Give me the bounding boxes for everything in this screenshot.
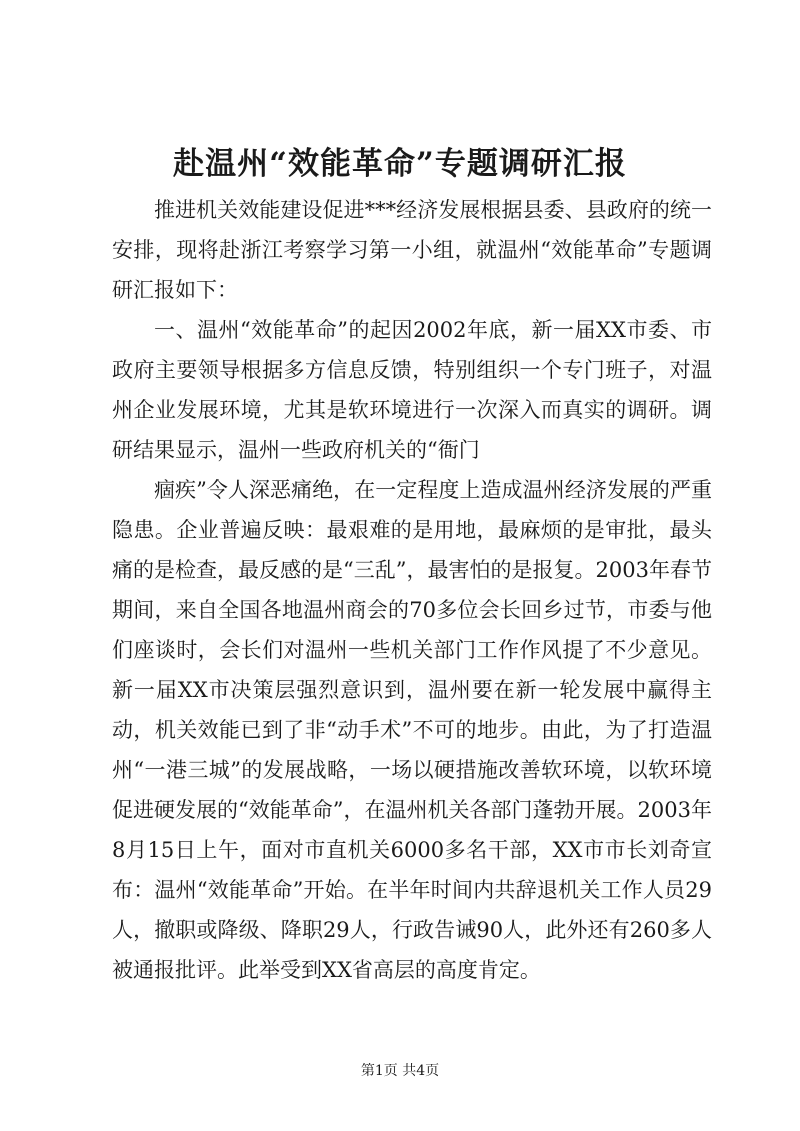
document-title: 赴温州“效能革命”专题调研汇报	[173, 146, 627, 182]
paragraph-intro: 推进机关效能建设促进***经济发展根据县委、县政府的统一安排，现将赴浙江考察学习第一小组，就温州“效能革命”专题调研汇报如下：	[112, 198, 712, 302]
paragraph-section-one: 一、温州“效能革命”的起因2002年底，新一届XX市委、市政府主要领导根据多方信息反馈，特别组织一个专门班子，对温州企业发展环境，尤其是软环境进行一次深入而真实的调研。调研结果显示，温州一些政府机关的“衙门	[112, 318, 712, 462]
document-body	[112, 190, 712, 990]
paragraph-continuation: 痼疾”令人深恶痛绝，在一定程度上造成温州经济发展的严重隐患。企业普遍反映：最艰难的是用地，最麻烦的是审批，最头痛的是检查，最反感的是“三乱”，最害怕的是报复。2003年春节期间，来自全国各地温州商会的70多位会长回乡过节，市委与他们座谈时，会长们对温州一些机关部门工作作风提了不少意见。新一届XX市决策层强烈意识到，温州要在新一轮发展中赢得主动，机关效能已到了非“动手术”不可的地步。由此，为了打造温州“一港三城”的发展战略，一场以硬措施改善软环境，以软环境促进硬发展的“效能革命”，在温州机关各部门蓬勃开展。2003年8月15日上午，面对市直机关6000多名干部，XX市市长刘奇宣布：温州“效能革命”开始。在半年时间内共辞退机关工作人员29人，撤职或降级、降职29人，行政告诫90人，此外还有260多人被通报批评。此举受到XX省高层的高度肯定。	[112, 478, 712, 982]
page-footer: 第1页 共4页	[360, 1063, 440, 1079]
